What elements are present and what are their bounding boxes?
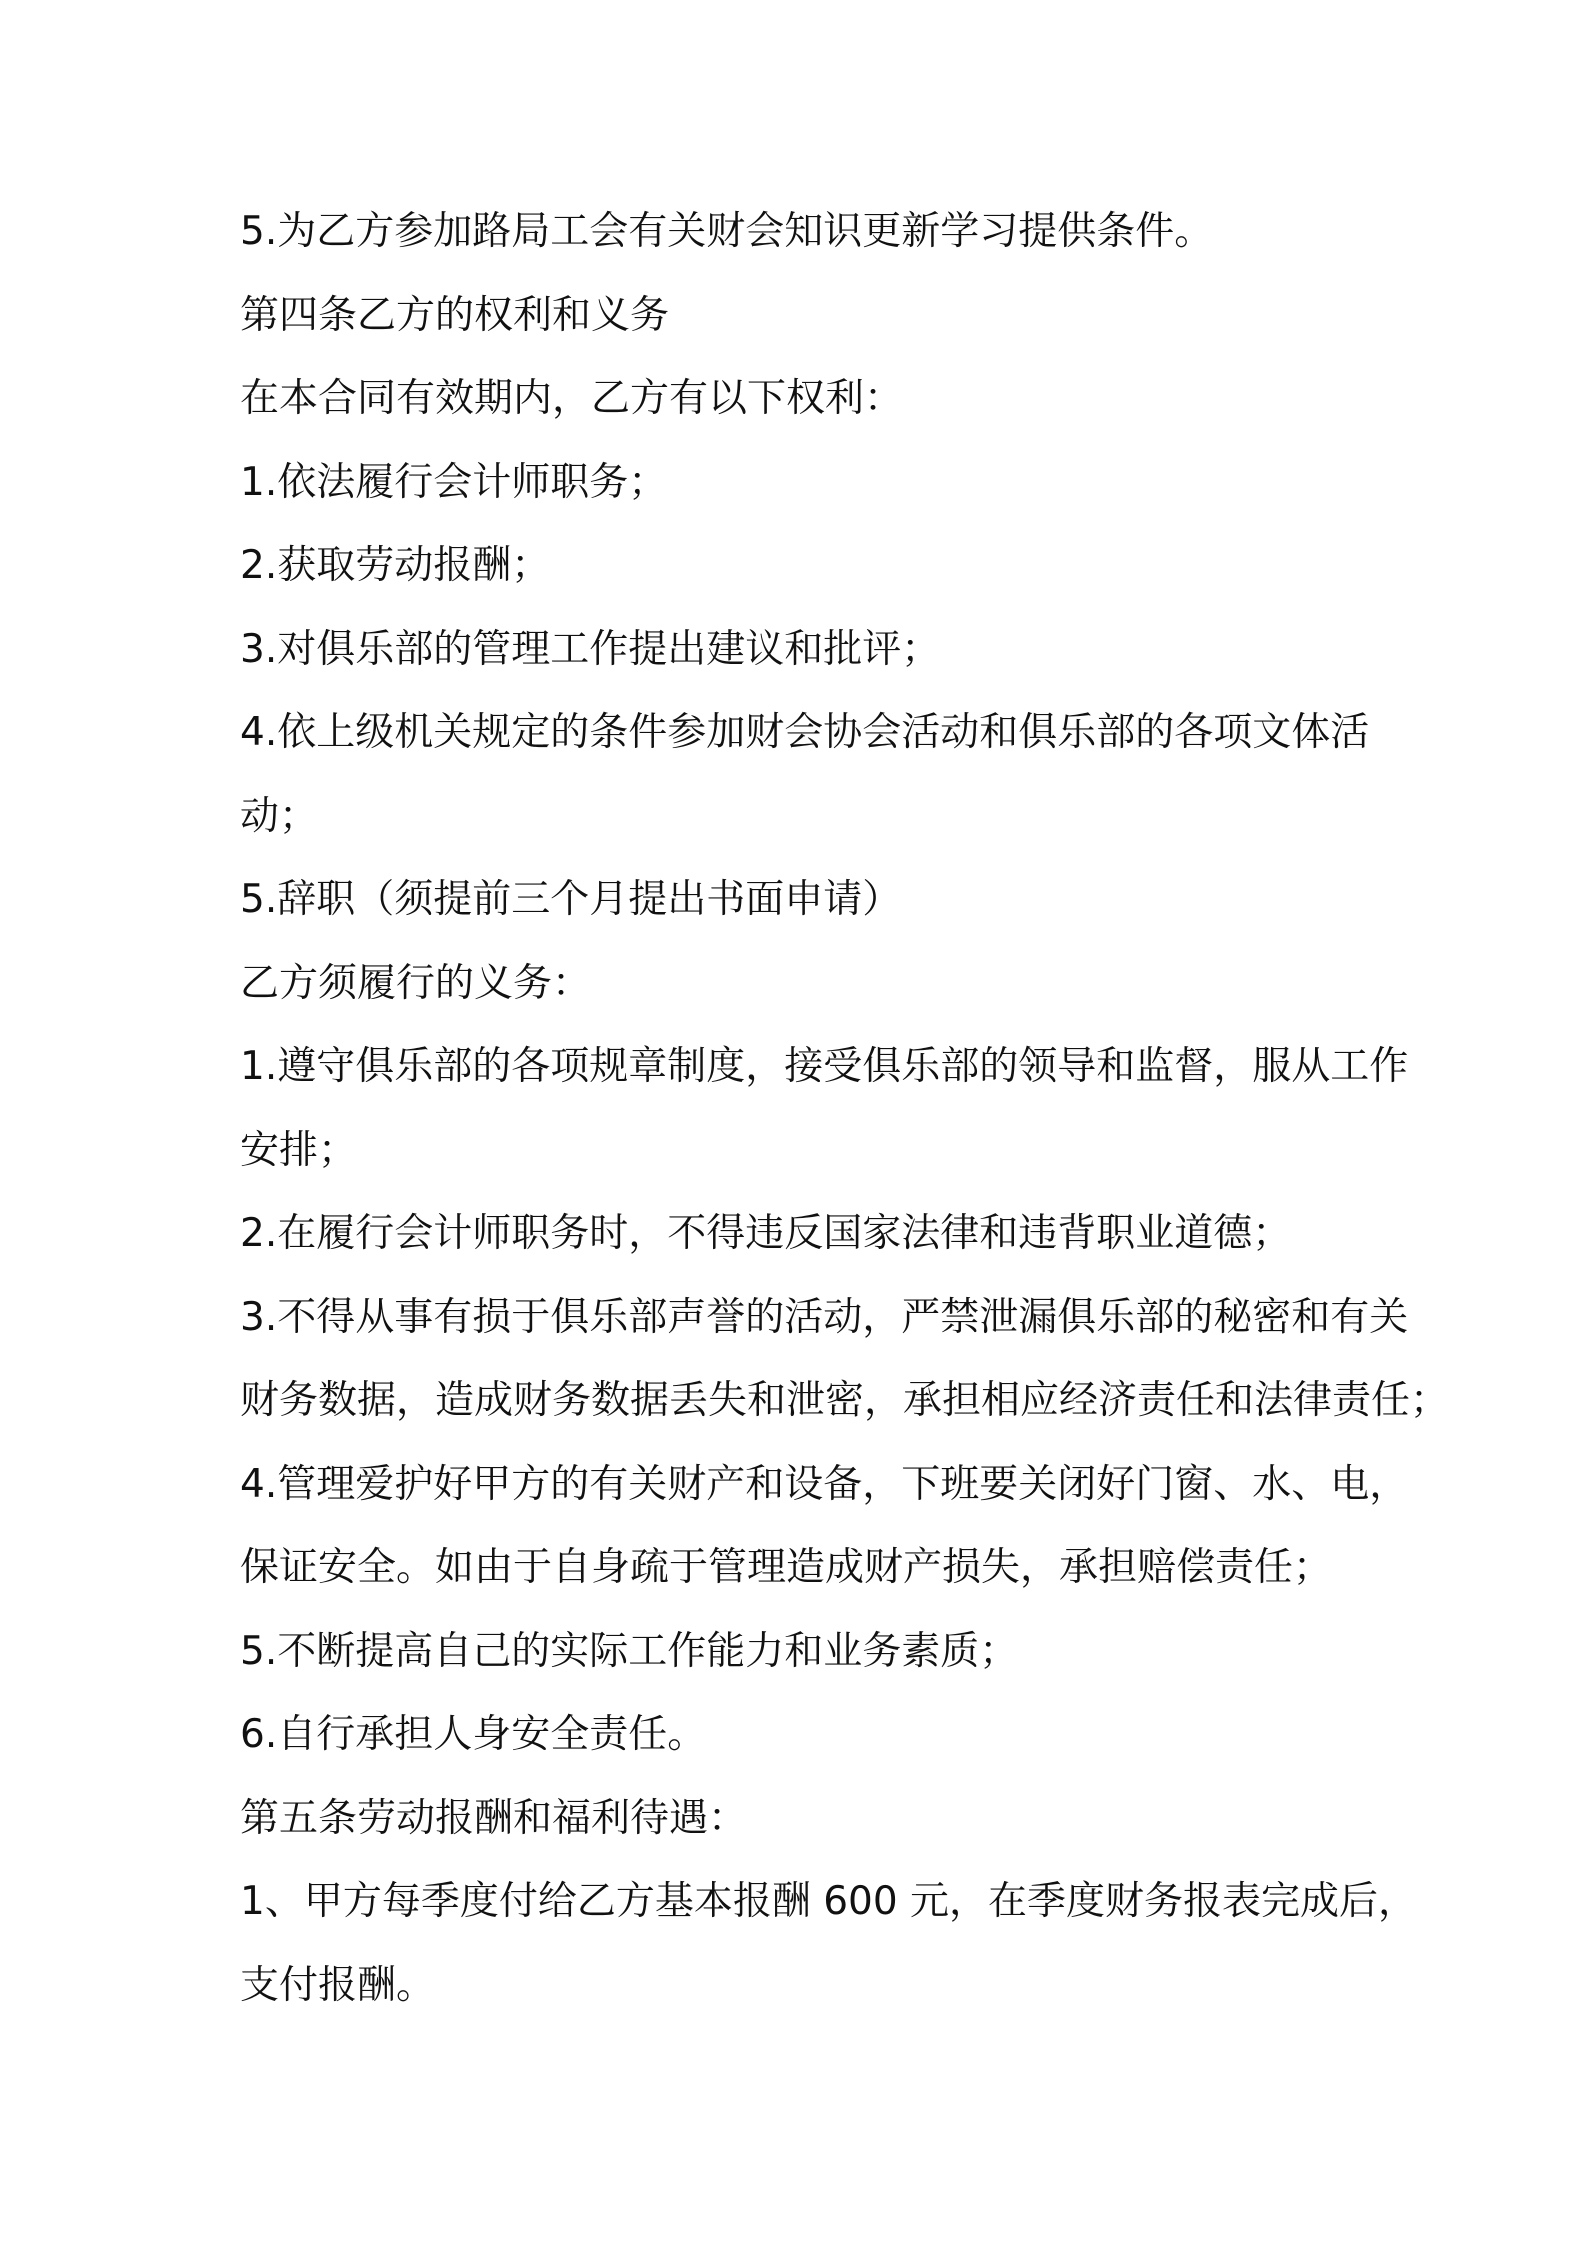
- text-line: 5.不断提高自己的实际工作能力和业务素质；: [240, 1628, 1019, 1674]
- text-line: 安排；: [240, 1127, 358, 1173]
- text-line: 乙方须履行的义务：: [240, 960, 592, 1006]
- text-line: 2.在履行会计师职务时，不得违反国家法律和违背职业道德；: [240, 1211, 1292, 1256]
- text-line: 财务数据，造成财务数据丢失和泄密，承担相应经济责任和法律责任；: [240, 1378, 1450, 1423]
- text-line: 支付报酬。: [240, 1962, 436, 2008]
- text-line: 1.遵守俱乐部的各项规章制度，接受俱乐部的领导和监督，服从工作: [240, 1044, 1409, 1089]
- text-line: 保证安全。如由于自身疏于管理造成财产损失，承担赔偿责任；: [240, 1545, 1333, 1590]
- text-line: 动；: [240, 793, 319, 839]
- text-line: 4.管理爱护好甲方的有关财产和设备，下班要关闭好门窗、水、电，: [240, 1461, 1409, 1507]
- text-line: 6.自行承担人身安全责任。: [240, 1712, 707, 1757]
- text-line: 5.为乙方参加路局工会有关财会知识更新学习提供条件。: [240, 209, 1214, 254]
- section-heading: 第四条乙方的权利和义务: [240, 292, 670, 338]
- text-line: 5.辞职（须提前三个月提出书面申请）: [240, 877, 902, 922]
- text-line: 2.获取劳动报酬；: [240, 543, 551, 588]
- document-body: [240, 190, 1450, 2027]
- text-line: 3.不得从事有损于俱乐部声誉的活动，严禁泄漏俱乐部的秘密和有关: [240, 1294, 1409, 1340]
- text-line: 1、甲方每季度付给乙方基本报酬 600 元，在季度财务报表完成后，: [240, 1879, 1418, 1924]
- section-heading: 第五条劳动报酬和福利待遇：: [240, 1795, 748, 1841]
- text-line: 1.依法履行会计师职务；: [240, 459, 668, 505]
- text-line: 在本合同有效期内，乙方有以下权利：: [240, 376, 904, 421]
- text-line: 4.依上级机关规定的条件参加财会协会活动和俱乐部的各项文体活: [240, 710, 1370, 755]
- text-line: 3.对俱乐部的管理工作提出建议和批评；: [240, 626, 941, 672]
